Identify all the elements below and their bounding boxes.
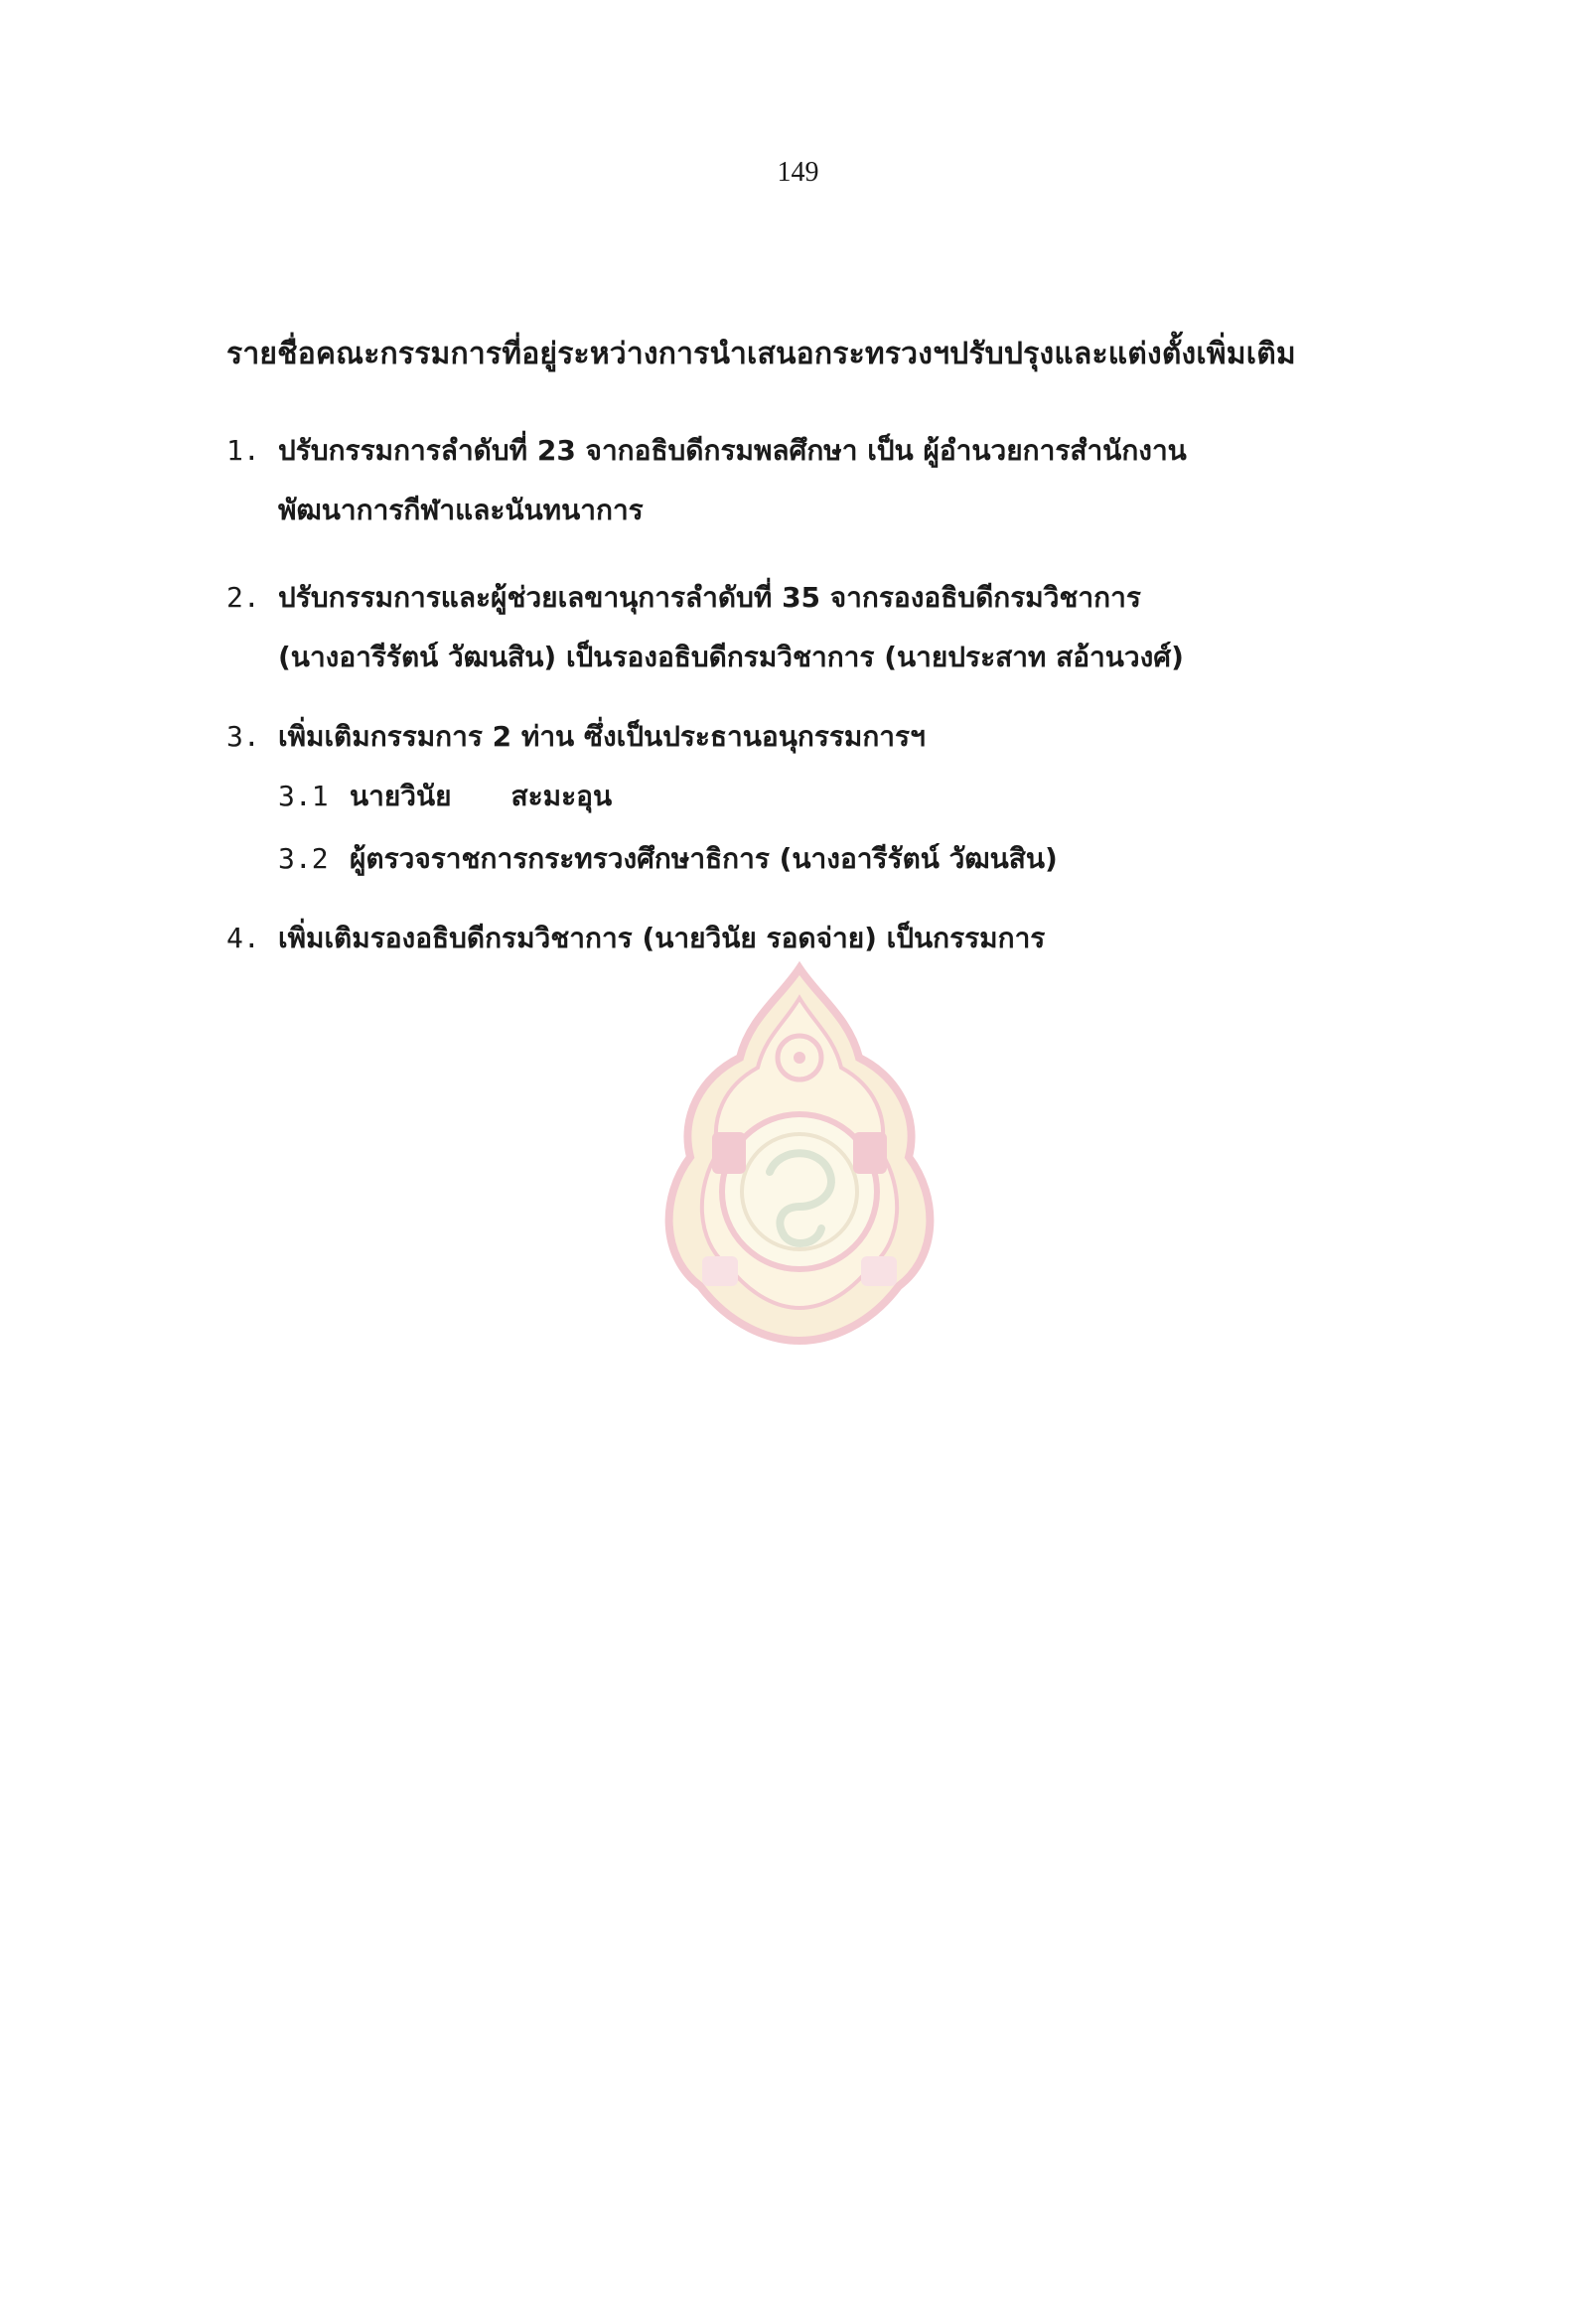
sub-item-name: นายวินัย xyxy=(350,780,452,812)
list-item-2 xyxy=(226,568,1184,687)
list-item-text-line1: เพิ่มเติมกรรมการ 2 ท่าน ซึ่งเป็นประธานอนุกรรมการฯ xyxy=(278,720,926,753)
page-number: 149 xyxy=(777,157,819,188)
list-item-text-line2: พัฒนาการกีฬาและนันทนาการ xyxy=(278,494,644,526)
list-item-text-line1: เพิ่มเติมรองอธิบดีกรมวิชาการ (นายวินัย รอดจ่าย) เป็นกรรมการ xyxy=(278,922,1046,954)
list-item-text-line2: (นางอารีรัตน์ วัฒนสิน) เป็นรองอธิบดีกรมวิชาการ (นายประสาท สอ้านวงศ์) xyxy=(278,641,1184,673)
list-item-text-line1: ปรับกรรมการและผู้ช่วยเลขานุการลำดับที่ 35 จากรองอธิบดีกรมวิชาการ xyxy=(278,581,1141,614)
sub-item-3-2 xyxy=(278,837,1058,881)
sub-item-number: 3.1 xyxy=(278,780,329,812)
list-item-number: 4. xyxy=(226,922,260,954)
sub-item-3-1 xyxy=(278,775,612,818)
sub-item-number: 3.2 xyxy=(278,842,329,875)
seal-watermark-icon xyxy=(651,958,948,1346)
document-heading: รายชื่อคณะกรรมการที่อยู่ระหว่างการนำเสนอกระทรวงฯปรับปรุงและแต่งตั้งเพิ่มเติม xyxy=(226,337,1296,371)
list-item-3 xyxy=(226,707,926,767)
list-item-number: 2. xyxy=(226,581,260,614)
list-item-text-line1: ปรับกรรมการลำดับที่ 23 จากอธิบดีกรมพลศึกษา เป็น ผู้อำนวยการสำนักงาน xyxy=(278,434,1187,467)
list-item-1 xyxy=(226,421,1187,540)
sub-item-surname: สะมะอุน xyxy=(510,780,613,812)
list-item-number: 1. xyxy=(226,434,260,467)
sub-item-text: ผู้ตรวจราชการกระทรวงศึกษาธิการ (นางอารีรัตน์ วัฒนสิน) xyxy=(350,842,1058,875)
list-item-number: 3. xyxy=(226,720,260,753)
